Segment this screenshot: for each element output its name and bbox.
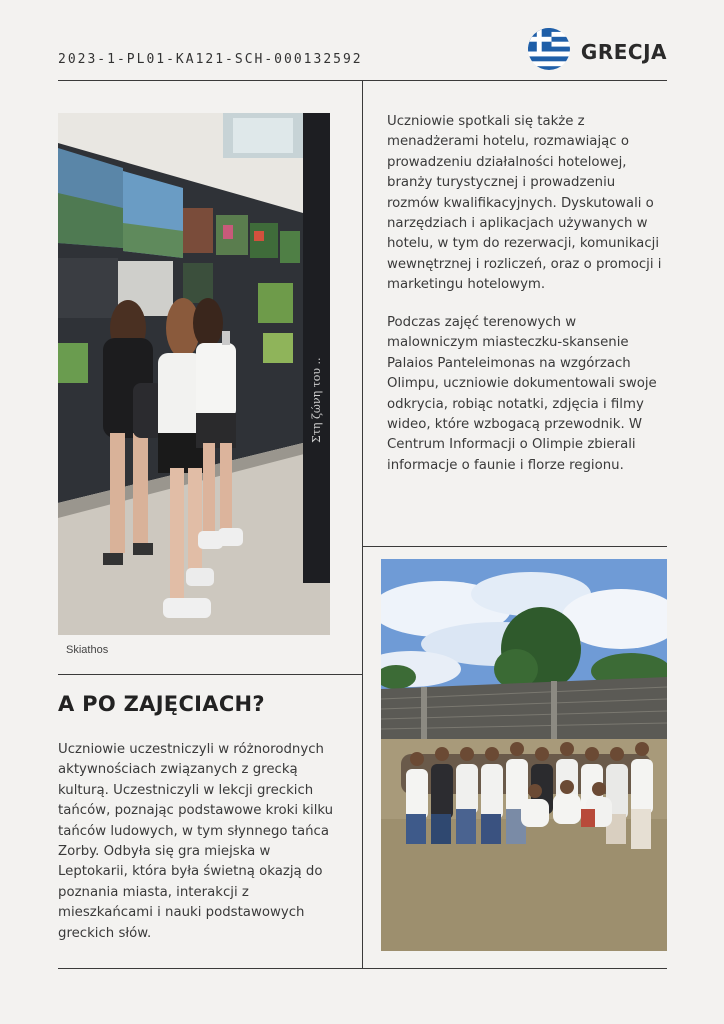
left-paragraph: Uczniowie uczestniczyli w różnorodnych aktywnościach związanych z grecką kulturą. Uczestniczyli w lekcji greckich tańców, poznając podstawowe kroki kilku tańców ludowych, w tym słynnego tańca Zorby. Odbyła się gra miejska w Leptokarii, która była świetną okazją do poznania miasta, interakcji z mieszkańcami i nauki podstawowych greckich słów. xyxy=(58,742,334,941)
greek-flag-icon xyxy=(527,27,571,76)
bottom-rule xyxy=(58,968,667,969)
group-photo-stadium xyxy=(381,559,667,951)
project-code: 2023-1-PL01-KA121-SCH-000132592 xyxy=(58,52,363,67)
country-header xyxy=(527,27,667,76)
svg-text:Στη ζώνη του ..: Στη ζώνη του .. xyxy=(310,357,323,443)
right-paragraph-1: Uczniowie spotkali się także z menadżerami hotelu, rozmawiając o prowadzeniu działalności hotelowej, branży turystycznej i prowadzeniu rozmów kwalifikacyjnych. Dyskutowali o narzędziach i aplikacjach używanych w hotelu, w tym do rezerwacji, komunikacji wewnętrznej i rozliczeń, oraz o promocji i marketingu hotelowym. xyxy=(387,114,662,293)
photo-caption: Skiathos xyxy=(66,644,109,656)
museum-photo xyxy=(58,113,330,635)
left-mid-rule xyxy=(58,674,362,675)
section-heading: A PO ZAJĘCIACH? xyxy=(58,692,265,716)
country-name: GRECJA xyxy=(580,39,667,64)
right-mid-rule xyxy=(362,546,667,547)
center-divider xyxy=(362,80,363,969)
right-paragraph-2: Podczas zajęć terenowych w malowniczym miasteczku-skansenie Palaios Panteleimonas na wzgórzach Olimpu, uczniowie dokumentowali swoje odkrycia, robiąc notatki, zdjęcia i filmy wideo, które wzbogacą przewodnik. W Centrum Informacji o Olimpie zbierali informacje o faunie i florze regionu. xyxy=(387,315,657,473)
